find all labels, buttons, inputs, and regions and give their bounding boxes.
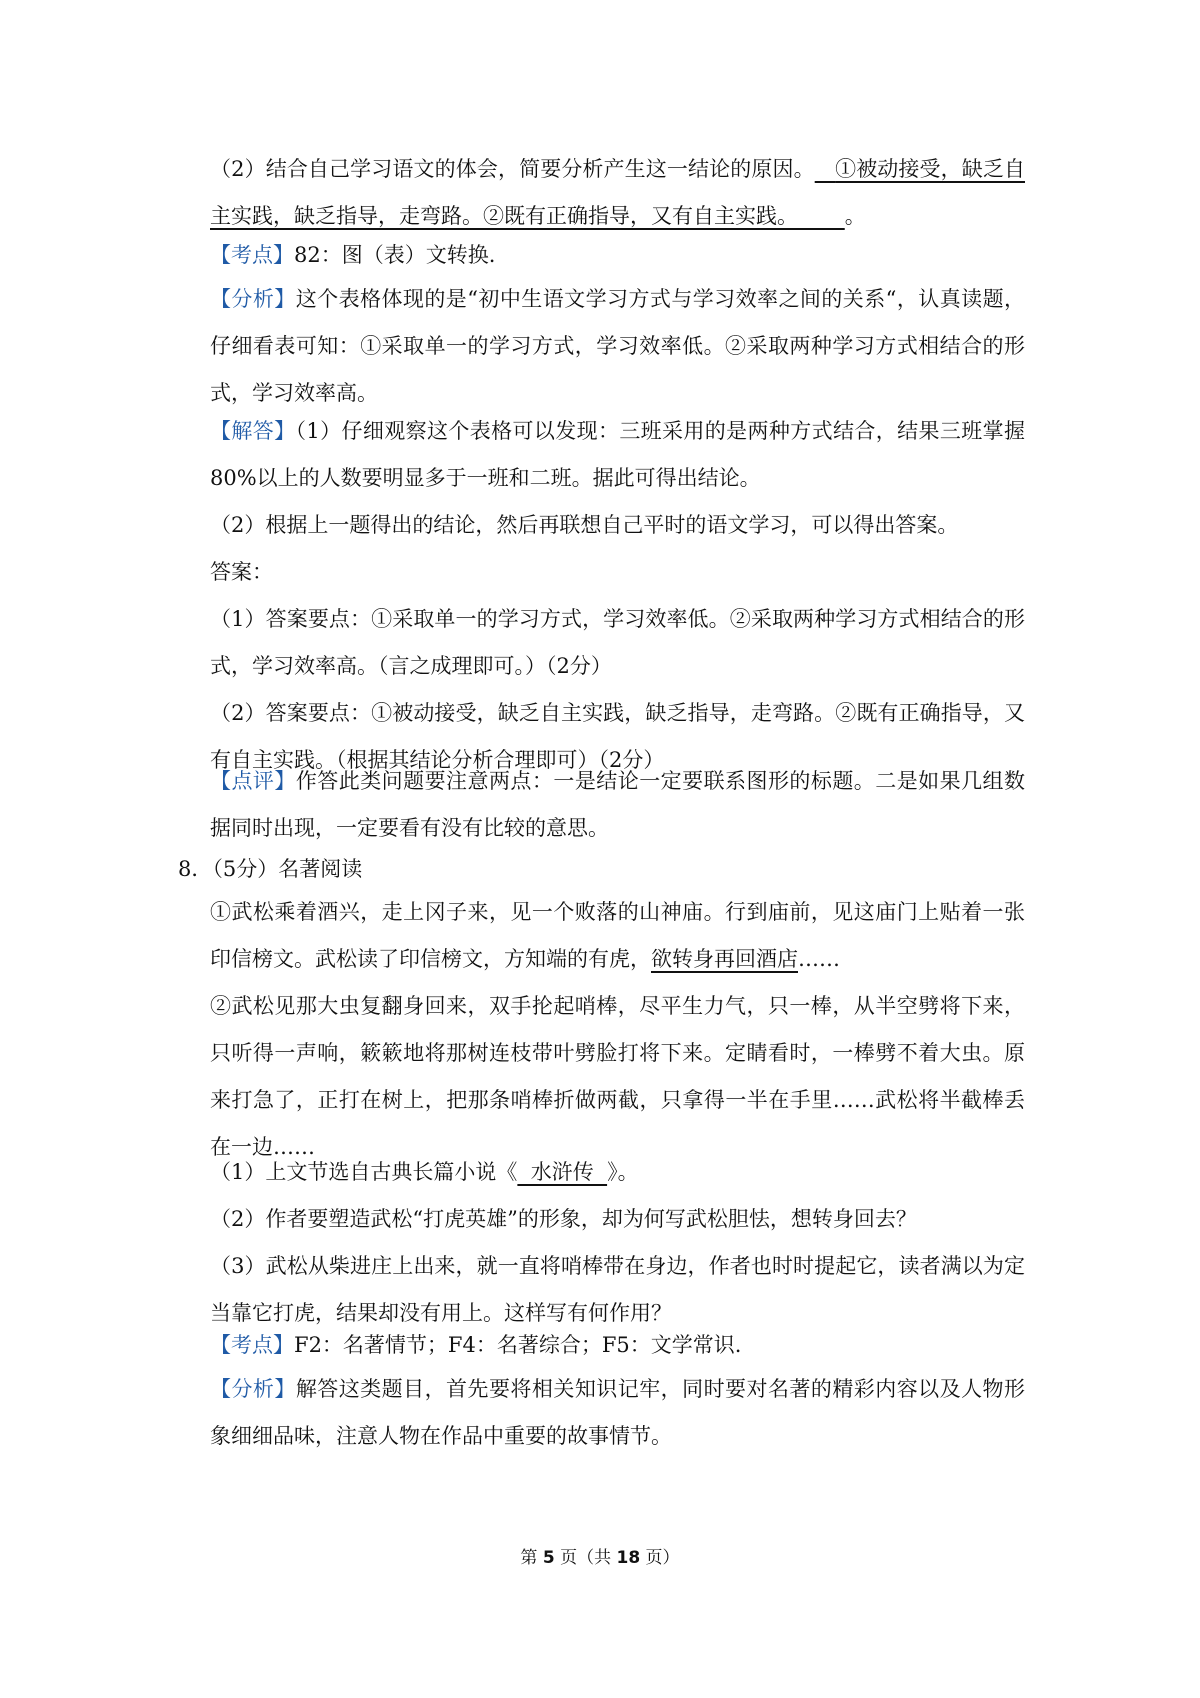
- q7-part2-question: （2）结合自己学习语文的体会，简要分析产生这一结论的原因。: [210, 157, 815, 181]
- fenxi-section-2: [210, 1366, 1025, 1460]
- jieda-line-8: 有自主实践。（根据其结论分析合理即可）（2分）: [210, 748, 665, 772]
- kaodian2-tag: 【考点】: [210, 1333, 294, 1357]
- dianping-line-2: 据同时出现，一定要看有没有比较的意思。: [210, 816, 609, 840]
- dianping-tag: 【点评】: [210, 769, 296, 793]
- jieda-text-1: （1）仔细观察这个表格可以发现：三班采用的是两种方式结合，结果三班掌握: [295, 419, 1026, 443]
- fenxi-text-1: 这个表格体现的是“初中生语文学习方式与学习效率之间的关系“，认真读题，: [295, 287, 1026, 311]
- kaodian2-line: [210, 1322, 1025, 1369]
- q7-part2-answer-text-a: ①被动接受，缺乏自: [835, 157, 1025, 181]
- fenxi2-tag: 【分析】: [210, 1377, 296, 1401]
- fenxi2-line-2: 象细细品味，注意人物在作品中重要的故事情节。: [210, 1424, 672, 1448]
- q7-part2-line1: [210, 146, 1025, 193]
- q7-part2-answer-a: [815, 157, 1025, 181]
- q8-sub3-line1: （3）武松从柴进庄上出来，就一直将哨棒带在身边，作者也时时提起它，读者满以为定: [210, 1254, 1025, 1278]
- jieda-section-1: [210, 408, 1025, 784]
- q8-sub1-end: 》。: [607, 1160, 639, 1184]
- q8-sub2: （2）作者要塑造武松“打虎英雄”的形象，却为何写武松胆怯，想转身回去？: [210, 1207, 917, 1231]
- fenxi-line-1: [210, 276, 1025, 323]
- footer-total-pages: 18: [616, 1548, 641, 1568]
- q7-part2-answer-b: [210, 204, 845, 228]
- kaodian2-text: F2：名著情节；F4：名著综合；F5：文学常识.: [294, 1333, 742, 1357]
- fenxi-line-2: 仔细看表可知：①采取单一的学习方式，学习效率低。②采取两种学习方式相结合的形: [210, 334, 1025, 358]
- fenxi2-text-1: 解答这类题目，首先要将相关知识记牢，同时要对名著的精彩内容以及人物形: [295, 1377, 1026, 1401]
- kaodian-line: [210, 232, 1025, 279]
- jieda-tag: 【解答】: [210, 419, 296, 443]
- jieda-line-6: 式，学习效率高。（言之成理即可。）（2分）: [210, 654, 612, 678]
- q8-p1-line2: [210, 936, 1025, 983]
- q8-header: 8．（5分）名著阅读: [178, 857, 363, 881]
- q8-p1-text: 印信榜文。武松读了印信榜文，方知端的有虎，: [210, 947, 651, 971]
- q8-p1-underlined: 欲转身再回酒店: [651, 947, 798, 971]
- footer-suffix: 页）: [640, 1548, 680, 1568]
- dianping-text-1: 作答此类问题要注意两点：一是结论一定要联系图形的标题。二是如果几组数: [295, 769, 1026, 793]
- jieda-line-7: （2）答案要点：①被动接受，缺乏自主实践，缺乏指导，走弯路。②既有正确指导，又: [210, 701, 1025, 725]
- fenxi-section-1: [210, 276, 1025, 417]
- fenxi2-line-1: [210, 1366, 1025, 1413]
- jieda-line-4: 答案：: [210, 560, 273, 584]
- fenxi-tag: 【分析】: [210, 287, 296, 311]
- footer-middle: 页（共: [554, 1548, 617, 1568]
- q7-part2-answer-text-b: 主实践，缺乏指导，走弯路。②既有正确指导，又有自主实践。: [210, 204, 798, 228]
- kaodian-section-1: [210, 232, 1025, 279]
- kaodian-section-2: [210, 1322, 1025, 1369]
- q8-p2-line2: 只听得一声响，簌簌地将那树连枝带叶劈脸打将下来。定睛看时，一棒劈不着大虫。原: [210, 1041, 1025, 1065]
- jieda-line-5: （1）答案要点：①采取单一的学习方式，学习效率低。②采取两种学习方式相结合的形: [210, 607, 1025, 631]
- q8-subquestions: [210, 1149, 1025, 1337]
- q8-header-wrap: [178, 846, 362, 893]
- q7-part2-end: 。: [844, 204, 866, 228]
- q7-part2: [210, 146, 1025, 240]
- fenxi-line-3: 式，学习效率高。: [210, 381, 378, 405]
- q8-sub3-line2: 当靠它打虎，结果却没有用上。这样写有何作用？: [210, 1301, 672, 1325]
- q8-sub1: [210, 1149, 1025, 1196]
- q8-p2-line3: 来打急了，正打在树上，把那条哨棒折做两截，只拿得一半在手里……武松将半截棒丢: [210, 1088, 1025, 1112]
- q8-sub1-text: （1）上文节选自古典长篇小说《: [210, 1160, 518, 1184]
- dianping-line-1: [210, 758, 1025, 805]
- q8-p1-line1: ①武松乘着酒兴，走上冈子来，见一个败落的山神庙。行到庙前，见这庙门上贴着一张: [210, 900, 1025, 924]
- q8-passage: [210, 889, 1025, 1171]
- q8-p1-ellipsis: ……: [798, 947, 840, 971]
- q8-p2-line1: ②武松见那大虫复翻身回来，双手抡起哨棒，尽平生力气，只一棒，从半空劈将下来，: [210, 994, 1025, 1018]
- footer-prefix: 第: [520, 1548, 543, 1568]
- page-footer: [0, 1546, 1200, 1570]
- q8-p2-line4: 在一边……: [210, 1135, 315, 1159]
- jieda-line-3: （2）根据上一题得出的结论，然后再联想自己平时的语文学习，可以得出答案。: [210, 513, 959, 537]
- jieda-line-1: [210, 408, 1025, 455]
- q8-sub1-answer: 水浒传: [517, 1160, 608, 1184]
- dianping-section-1: [210, 758, 1025, 852]
- kaodian-text: 82：图（表）文转换.: [294, 243, 496, 267]
- footer-page-number: 5: [542, 1548, 555, 1568]
- jieda-line-2: 80%以上的人数要明显多于一班和二班。据此可得出结论。: [210, 466, 761, 490]
- kaodian-tag: 【考点】: [210, 243, 294, 267]
